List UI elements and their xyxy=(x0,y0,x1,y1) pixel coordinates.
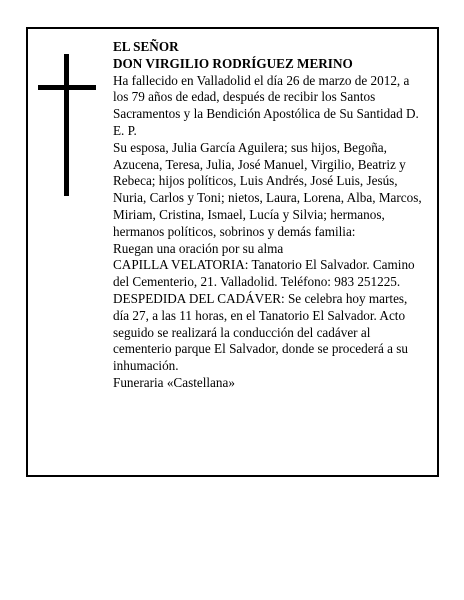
farewell-info: DESPEDIDA DEL CADÁVER: Se celebra hoy martes, día 27, a las 11 horas, en el Tanatorio El Salvador. Acto seguido se realizará la conducción del cadáver al cementerio parque El Salvador, donde se procederá a su inhumación. xyxy=(113,290,408,374)
family-list: Su esposa, Julia García Aguilera; sus hijos, Begoña, Azucena, Teresa, Julia, José Manuel, Virgilio, Beatriz y Rebeca; hijos políticos, Luis Andrés, José Luis, Jesús, Nuria, Carlos y Toni; nietos, Laura, Lorena, Alba, Marcos, Miriam, Cristina, Ismael, Lucía y Silvia; hermanos, hermanos políticos, sobrinos y demás familia: xyxy=(113,139,422,239)
deceased-name: DON VIRGILIO RODRÍGUEZ MERINO xyxy=(113,55,353,71)
funeral-home: Funeraria «Castellana» xyxy=(113,374,235,390)
obituary-title: EL SEÑOR xyxy=(113,39,179,54)
prayer-request: Ruegan una oración por su alma xyxy=(113,240,284,256)
cross-horizontal-bar xyxy=(38,85,96,90)
obituary-text xyxy=(113,39,425,392)
cross-vertical-bar xyxy=(64,54,69,196)
death-announcement: Ha fallecido en Valladolid el día 26 de marzo de 2012, a los 79 años de edad, después de recibir los Santos Sacramentos y la Bendición Apostólica de Su Santidad D. E. P. xyxy=(113,72,419,138)
chapel-info: CAPILLA VELATORIA: Tanatorio El Salvador. Camino del Cementerio, 21. Valladolid. Teléfono: 983 251225. xyxy=(113,257,415,290)
